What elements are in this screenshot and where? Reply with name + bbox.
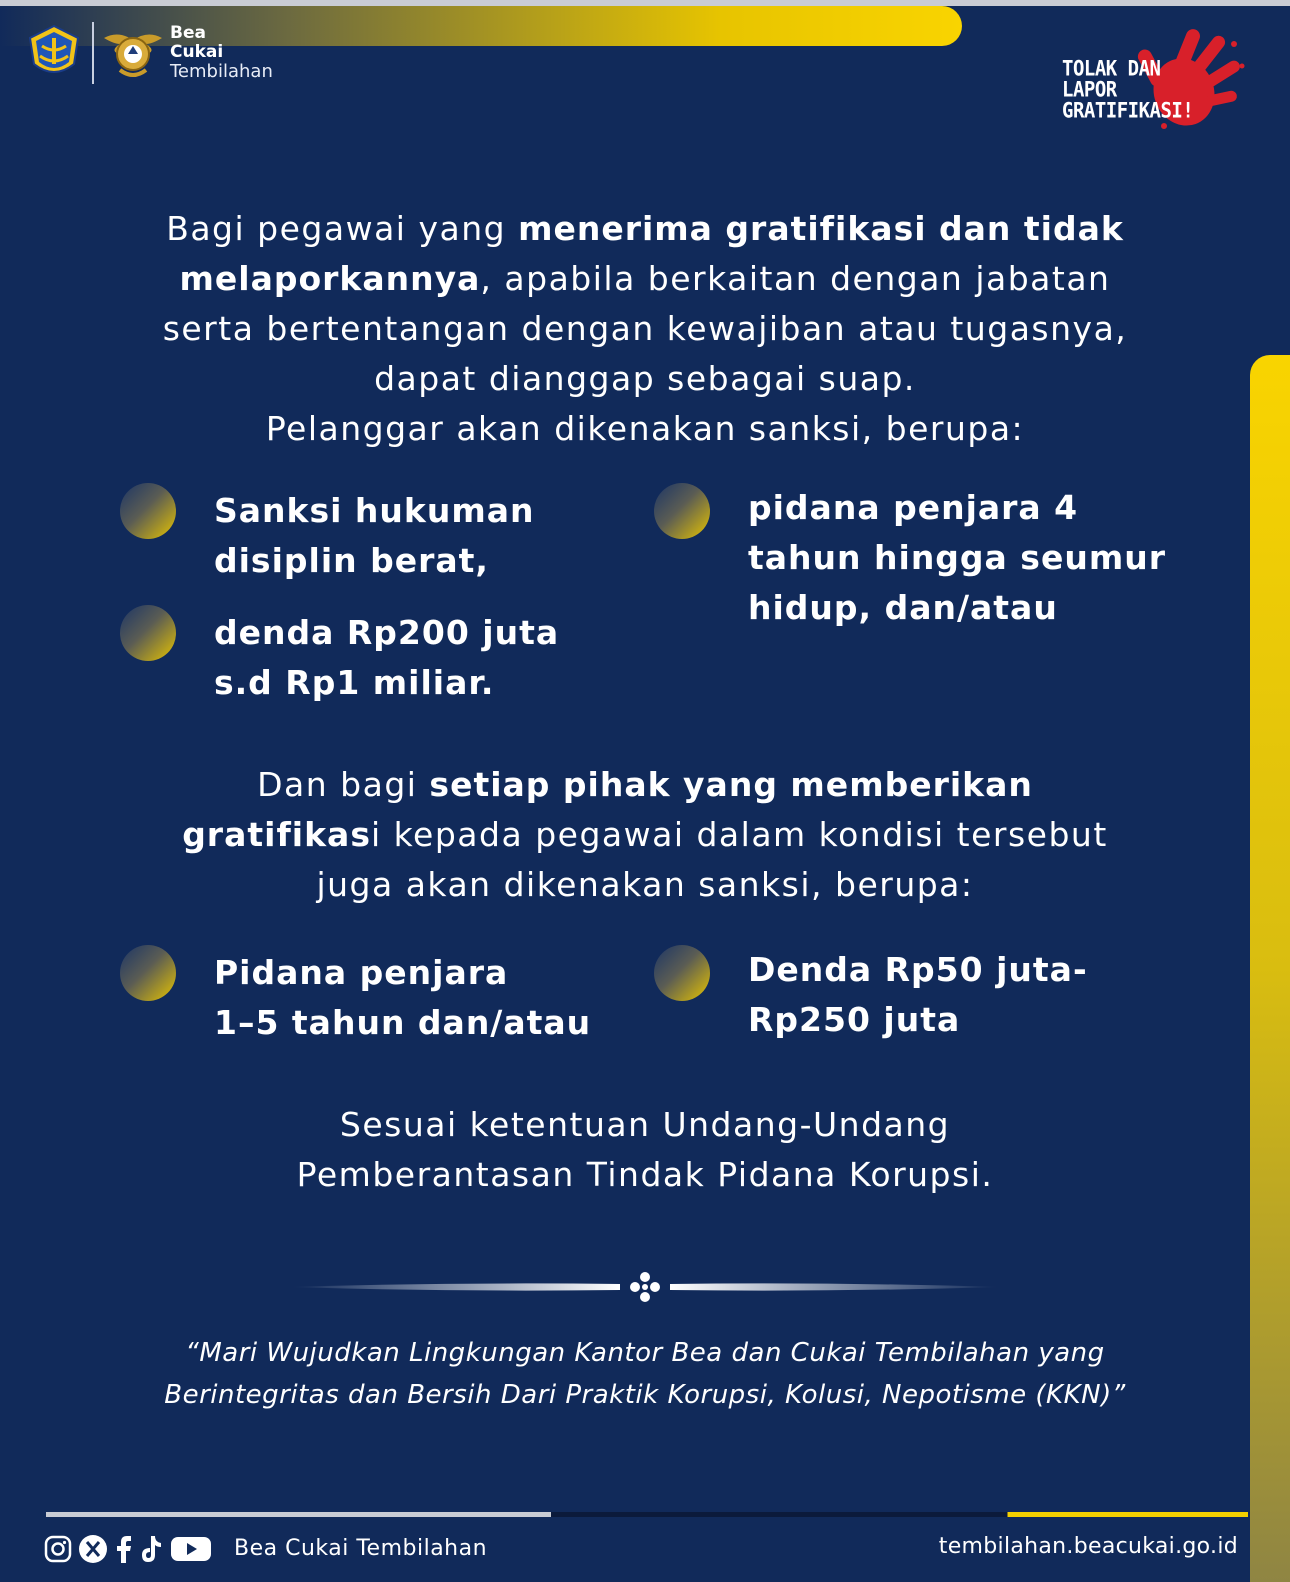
intro-text-3: Pelanggar akan dikenakan sanksi, berupa: (265, 409, 1025, 448)
stamp-line-2: LAPOR (1062, 77, 1117, 103)
giver-bold: setiap pihak yang memberikan gratifikas (182, 765, 1033, 854)
sanction-line: denda Rp200 juta (214, 613, 560, 652)
instagram-icon[interactable] (44, 1535, 72, 1563)
bullet-dot (654, 945, 710, 1001)
ornament-divider (290, 1270, 1000, 1304)
sanction-line: hidup, dan/atau (748, 588, 1058, 627)
law-line: Sesuai ketentuan Undang-Undang (339, 1105, 951, 1144)
giver-text-1: Dan bagi (257, 765, 430, 804)
intro-text-2: , apabila berkaitan dengan jabatan serta bertentangan dengan kewajiban atau tugasnya, dapat dianggap sebagai suap. (162, 259, 1128, 398)
bea-cukai-emblem (102, 24, 164, 80)
sanction-line: pidana penjara 4 (748, 488, 1079, 527)
sanction-line: disiplin berat, (214, 541, 489, 580)
x-icon[interactable] (78, 1534, 108, 1564)
sanction-line: Rp250 juta (748, 1000, 961, 1039)
sanction-line: Sanksi hukuman (214, 491, 535, 530)
brand-name (170, 24, 273, 81)
sanction-fine (214, 608, 559, 708)
website-link[interactable]: tembilahan.beacukai.go.id (938, 1534, 1238, 1559)
closing-quote (120, 1332, 1170, 1416)
footer-divider (46, 1512, 1248, 1517)
sanction-discipline (214, 486, 535, 586)
stamp-line-1: TOLAK DAN (1062, 56, 1161, 82)
tiktok-icon[interactable] (140, 1534, 164, 1564)
sanction-line: s.d Rp1 miliar. (214, 663, 495, 702)
stamp-line-3: GRATIFIKASI! (1062, 98, 1194, 124)
logo-divider (92, 22, 94, 84)
sanction-line: tahun hingga seumur (748, 538, 1166, 577)
social-handle: Bea Cukai Tembilahan (234, 1536, 488, 1561)
youtube-icon[interactable] (170, 1534, 212, 1564)
brand-line-3: Tembilahan (170, 61, 273, 82)
brand-line-2: Cukai (170, 42, 224, 62)
bullet-dot (120, 945, 176, 1001)
bullet-dot (120, 483, 176, 539)
giver-sanction-fine (748, 945, 1088, 1045)
giver-sanction-prison (214, 948, 591, 1048)
sanction-line: Denda Rp50 juta- (748, 950, 1088, 989)
quote-line: Berintegritas dan Bersih Dari Praktik Korupsi, Kolusi, Nepotisme (KKN)” (164, 1380, 1126, 1410)
social-icons (44, 1532, 212, 1566)
law-line: Pemberantasan Tindak Pidana Korupsi. (296, 1155, 994, 1194)
sanction-line: 1–5 tahun dan/atau (214, 1003, 592, 1042)
sanction-line: Pidana penjara (214, 953, 509, 992)
intro-paragraph (160, 204, 1130, 454)
law-reference (160, 1100, 1130, 1200)
kemenkeu-logo (26, 24, 82, 80)
brand-line-1: Bea (170, 23, 206, 43)
bullet-dot (654, 483, 710, 539)
bullet-dot (120, 605, 176, 661)
sanction-prison (748, 483, 1166, 633)
giver-paragraph (160, 760, 1130, 910)
quote-line: “Mari Wujudkan Lingkungan Kantor Bea dan Cukai Tembilahan yang (185, 1338, 1105, 1368)
stamp-text (1062, 56, 1202, 124)
right-accent-stripe (1250, 355, 1290, 1582)
intro-bold: menerima gratifikasi dan tidak melaporkannya (179, 209, 1124, 298)
facebook-icon[interactable] (114, 1534, 134, 1564)
intro-text-1: Bagi pegawai yang (166, 209, 519, 248)
giver-text-2: i kepada pegawai dalam kondisi tersebut juga akan dikenakan sanksi, berupa: (316, 815, 1108, 904)
